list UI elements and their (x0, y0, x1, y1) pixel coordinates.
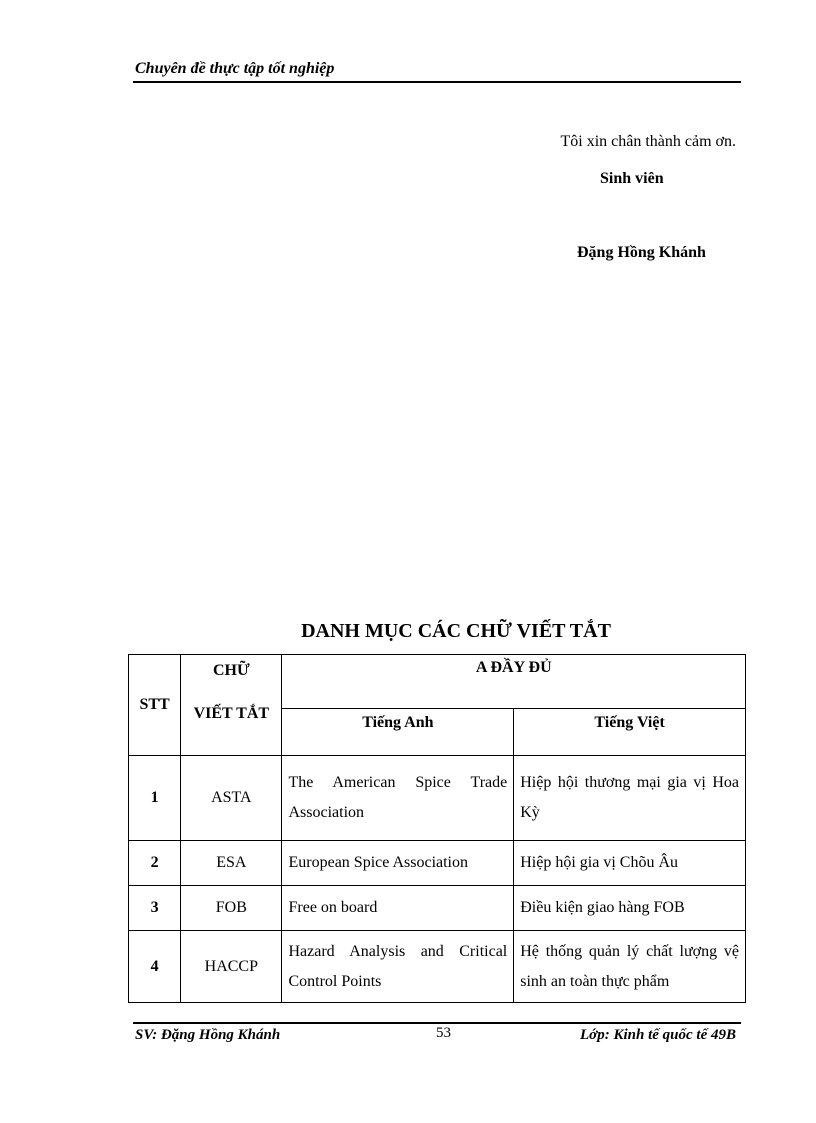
abbreviation-list-title (0, 620, 816, 643)
table-header-row (129, 655, 746, 709)
page-number: 53 (436, 1025, 451, 1041)
row-abbreviation: ASTA (181, 756, 282, 841)
header-stt: STT (129, 655, 181, 756)
header-abbreviation-line1: CHỮ (212, 662, 250, 679)
footer-divider (133, 1022, 741, 1024)
row-stt: 4 (129, 931, 181, 1003)
closing-thanks: Tôi xin chân thành cảm ơn. (560, 133, 736, 150)
signature-role: Sinh viên (600, 170, 664, 187)
row-english: Hazard Analysis and Critical Control Points (282, 931, 514, 1003)
table-row (129, 886, 746, 931)
row-vietnamese: Hiệp hội gia vị Chõu Âu (514, 841, 746, 886)
abbreviation-list-title-text: DANH MỤC CÁC CHỮ VIẾT TẮT (301, 620, 611, 642)
header-abbreviation-line2: VIẾT TẮT (193, 705, 270, 722)
signature-name: Đặng Hồng Khánh (577, 244, 706, 261)
row-stt: 2 (129, 841, 181, 886)
abbreviation-table (128, 654, 746, 1003)
row-abbreviation: HACCP (181, 931, 282, 1003)
table-row (129, 931, 746, 1003)
header-abbreviation (181, 655, 282, 756)
row-stt: 1 (129, 756, 181, 841)
row-vietnamese: Điều kiện giao hàng FOB (514, 886, 746, 931)
row-stt: 3 (129, 886, 181, 931)
header-full-meaning: A ĐẦY ĐỦ (282, 655, 746, 709)
header-english: Tiếng Anh (282, 709, 514, 756)
row-english: European Spice Association (282, 841, 514, 886)
footer-class: Lớp: Kinh tế quốc tế 49B (580, 1027, 736, 1043)
footer-student: SV: Đặng Hồng Khánh (135, 1027, 281, 1043)
table-row (129, 756, 746, 841)
header-vietnamese: Tiếng Việt (514, 709, 746, 756)
row-vietnamese: Hiệp hội thương mại gia vị Hoa Kỳ (514, 756, 746, 841)
running-header: Chuyên đề thực tập tốt nghiệp (135, 60, 335, 77)
row-english: The American Spice Trade Association (282, 756, 514, 841)
row-english: Free on board (282, 886, 514, 931)
table-row (129, 841, 746, 886)
row-abbreviation: ESA (181, 841, 282, 886)
header-divider (133, 81, 741, 83)
row-vietnamese: Hệ thống quản lý chất lượng vệ sinh an toàn thực phẩm (514, 931, 746, 1003)
row-abbreviation: FOB (181, 886, 282, 931)
